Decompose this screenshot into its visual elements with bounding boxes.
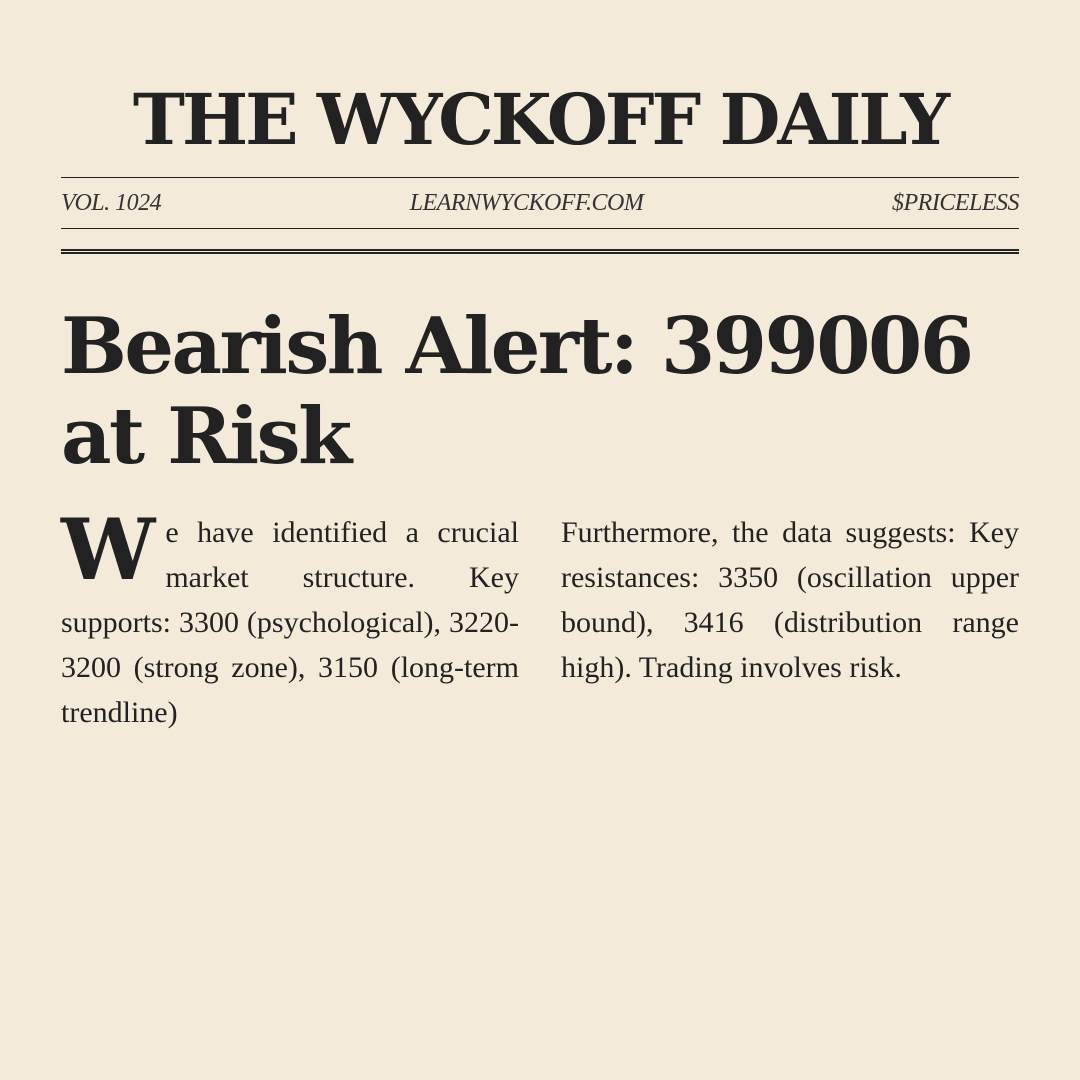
- column-2-text: Furthermore, the data suggests: Key resistances: 3350 (oscillation upper bound), 3416 (distribution range high). Trading involves risk.: [561, 516, 1019, 684]
- masthead-info-bar: [61, 177, 1019, 229]
- article-column-1: [61, 500, 519, 735]
- drop-cap: W: [61, 500, 156, 599]
- article-column-2: [561, 510, 1019, 735]
- column-1-text: e have identified a crucial market structure. Key supports: 3300 (psychological), 3220-3200 (strong zone), 3150 (long-term trendline): [61, 516, 519, 729]
- website-label: LEARNWYCKOFF.COM: [409, 189, 644, 216]
- double-divider: [61, 249, 1019, 254]
- price-label: $PRICELESS: [892, 189, 1019, 216]
- article-body: [61, 500, 1019, 735]
- newspaper-title: THE WYCKOFF DAILY: [132, 78, 948, 161]
- volume-label: VOL. 1024: [61, 189, 162, 216]
- article-headline: Bearish Alert: 399006 at Risk: [61, 301, 972, 482]
